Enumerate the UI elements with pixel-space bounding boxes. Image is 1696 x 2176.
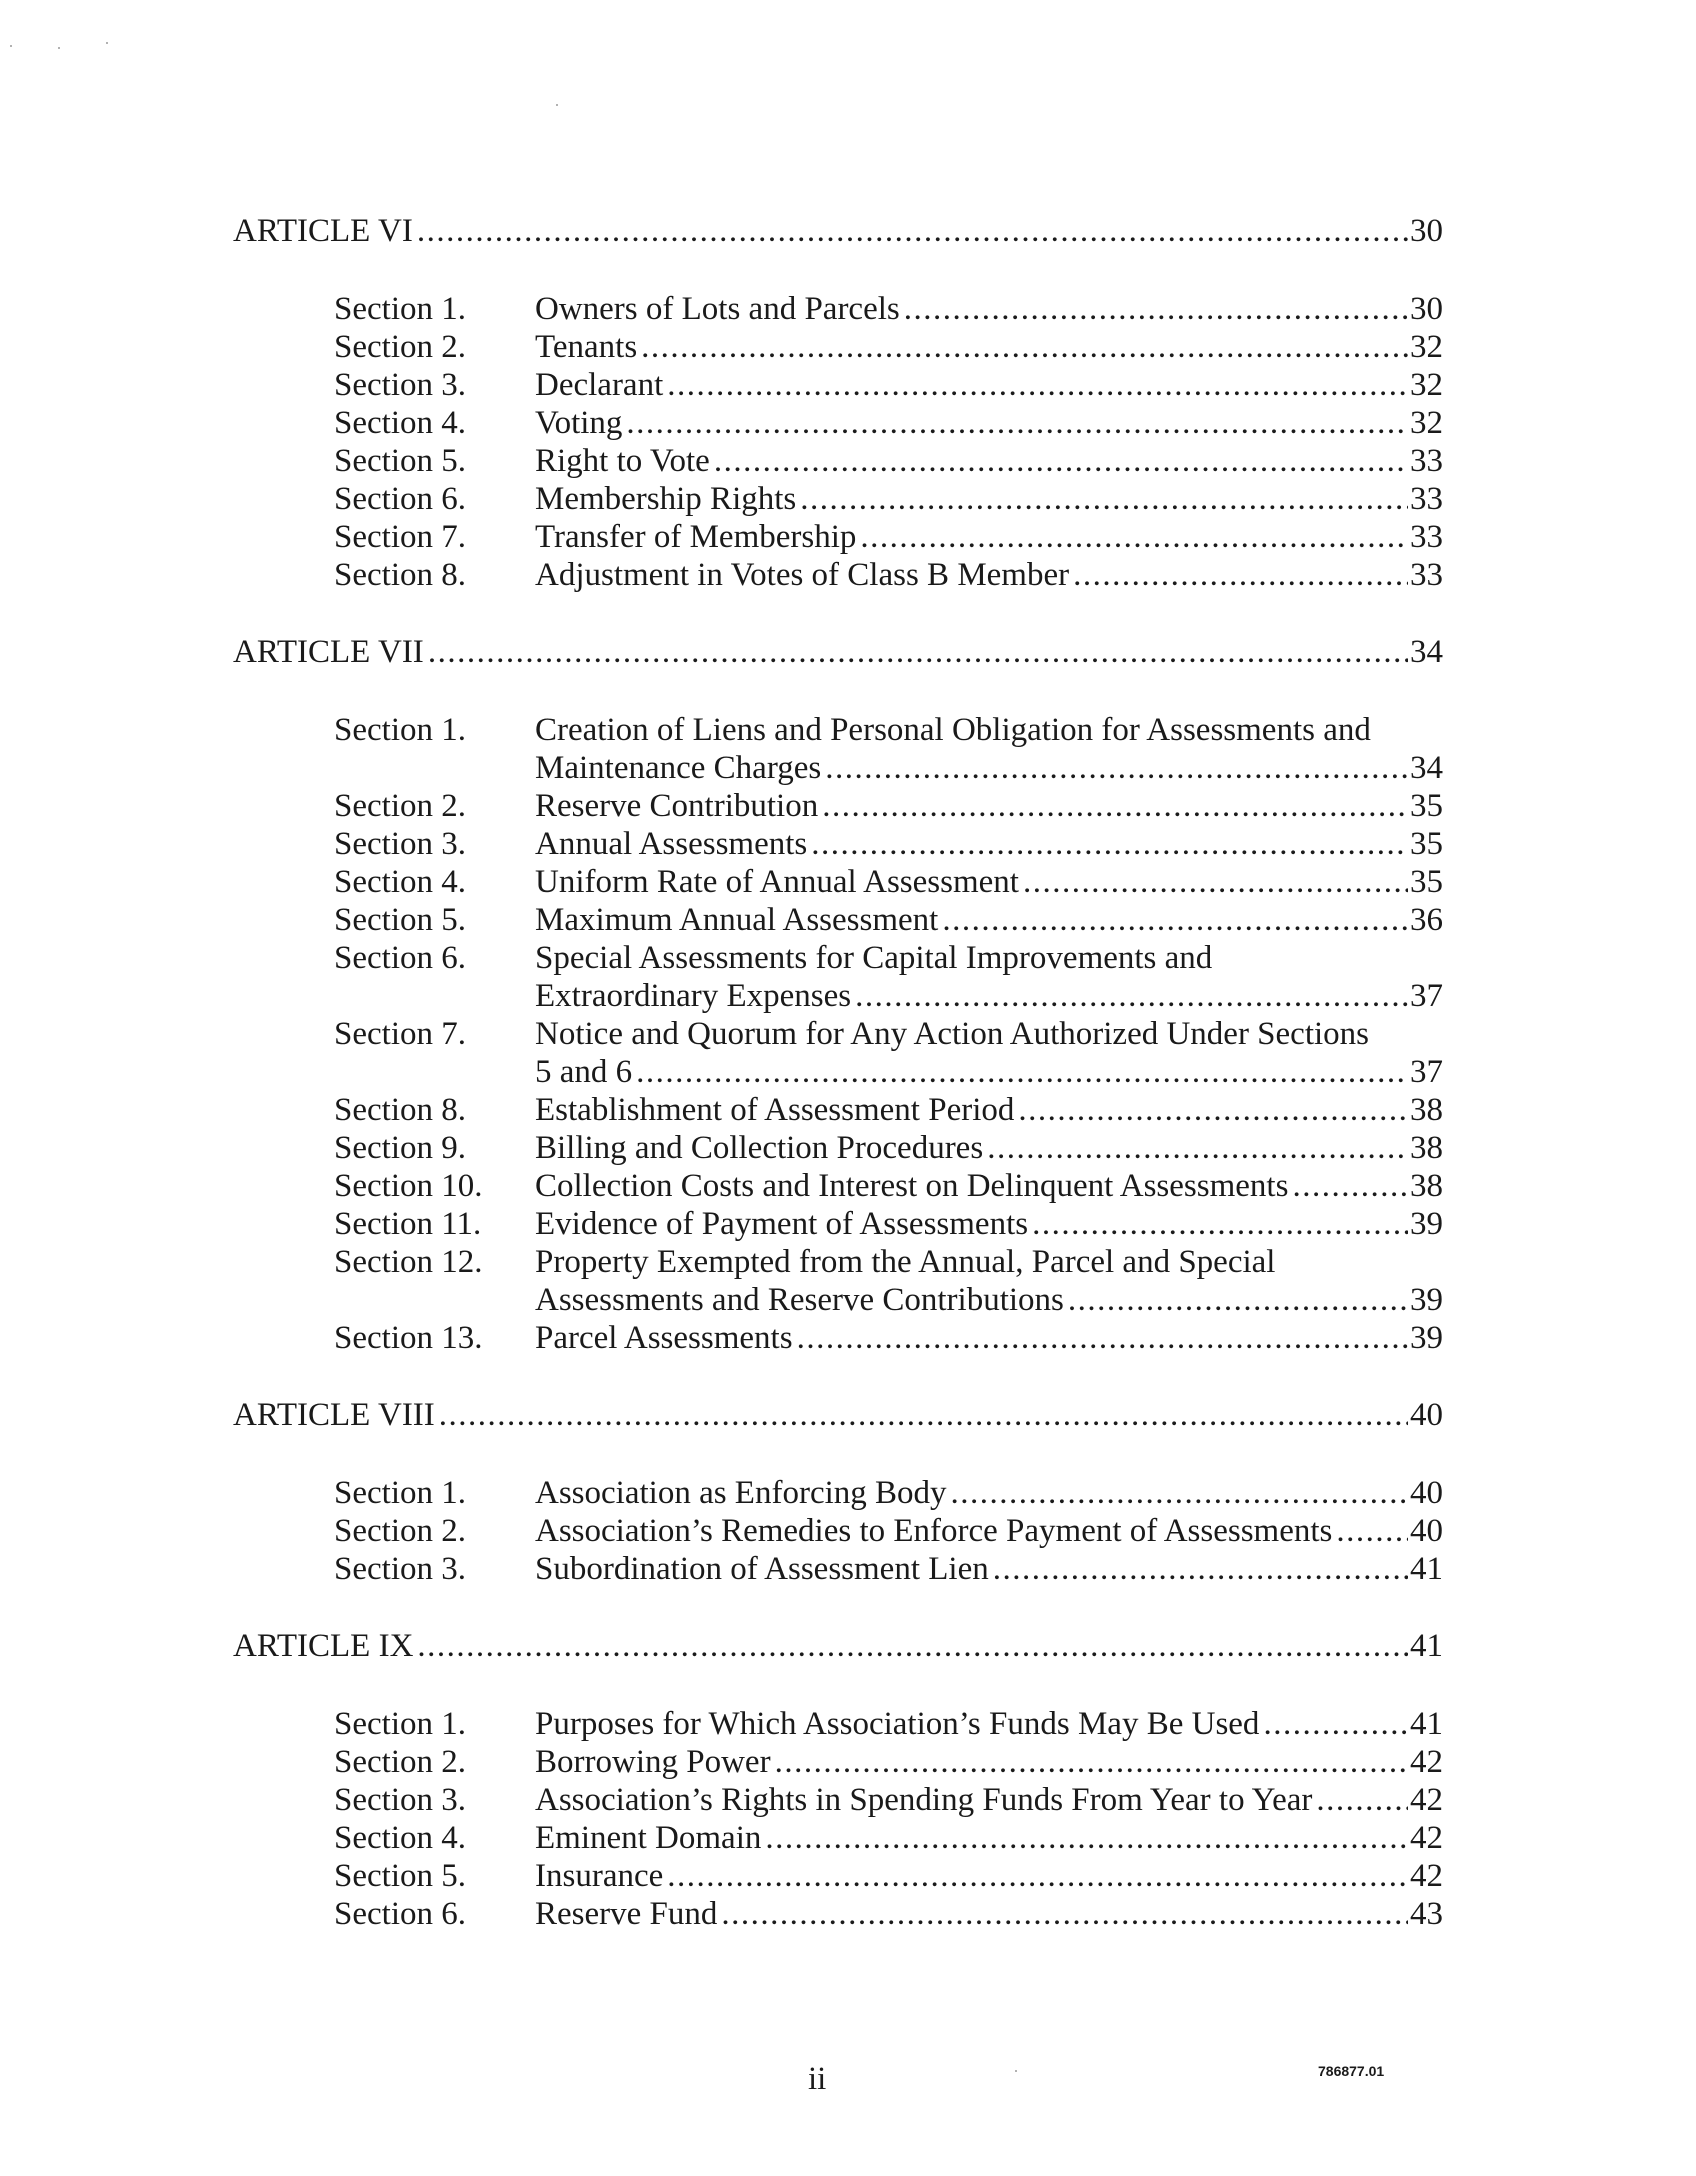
- section-number: Section 9.: [334, 1130, 466, 1166]
- article-heading-page: 34: [1410, 634, 1443, 670]
- dot-leader: [765, 1819, 1408, 1857]
- dot-leader: [626, 404, 1408, 442]
- section-entry-title: Association as Enforcing Body: [535, 1475, 947, 1511]
- dot-leader: [904, 290, 1408, 328]
- section-entry-page: 38: [1410, 1092, 1443, 1128]
- section-entry-page: 41: [1410, 1706, 1443, 1742]
- section-number: Section 2.: [334, 788, 466, 824]
- section-number: Section 1.: [334, 291, 466, 327]
- page-number: ii: [808, 2061, 827, 2097]
- scan-speck: [58, 47, 60, 49]
- section-entry-page: 42: [1410, 1820, 1443, 1856]
- section-entry-title: Evidence of Payment of Assessments: [535, 1206, 1029, 1242]
- section-entry-title: Parcel Assessments: [535, 1320, 793, 1356]
- section-entry: [535, 825, 1443, 863]
- section-entry: [535, 1550, 1443, 1588]
- section-number: Section 7.: [334, 1016, 466, 1052]
- section-entry-title: Reserve Fund: [535, 1896, 718, 1932]
- scan-speck: [1015, 2070, 1017, 2072]
- article-heading-title: ARTICLE VII: [233, 634, 424, 670]
- section-entry: [535, 366, 1443, 404]
- dot-leader: [641, 328, 1408, 366]
- section-entry-title: Reserve Contribution: [535, 788, 819, 824]
- section-entry: [535, 787, 1443, 825]
- section-entry-page: 39: [1410, 1282, 1443, 1318]
- section-entry: [535, 404, 1443, 442]
- section-entry: [535, 1319, 1443, 1357]
- section-entry: [535, 518, 1443, 556]
- section-number: Section 4.: [334, 1820, 466, 1856]
- section-entry: [535, 1781, 1443, 1819]
- section-entry-page: 38: [1410, 1130, 1443, 1166]
- section-entry-title: Extraordinary Expenses: [535, 978, 852, 1014]
- article-heading-page: 30: [1410, 213, 1443, 249]
- article-heading-title: ARTICLE IX: [233, 1628, 414, 1664]
- section-number: Section 8.: [334, 1092, 466, 1128]
- section-number: Section 3.: [334, 826, 466, 862]
- section-entry: [535, 901, 1443, 939]
- dot-leader: [417, 1627, 1408, 1665]
- section-entry-page: 32: [1410, 329, 1443, 365]
- section-number: Section 4.: [334, 405, 466, 441]
- section-entry-page: 36: [1410, 902, 1443, 938]
- section-entry: [535, 1167, 1443, 1205]
- section-title-line: Special Assessments for Capital Improvements and: [535, 940, 1213, 976]
- section-entry-page: 32: [1410, 367, 1443, 403]
- section-entry: [535, 977, 1443, 1015]
- section-entry-title: Subordination of Assessment Lien: [535, 1551, 989, 1587]
- section-entry: [535, 1857, 1443, 1895]
- section-entry-title: Uniform Rate of Annual Assessment: [535, 864, 1019, 900]
- section-entry-page: 42: [1410, 1744, 1443, 1780]
- section-entry-title: Billing and Collection Procedures: [535, 1130, 984, 1166]
- section-entry: [535, 1205, 1443, 1243]
- section-entry-page: 37: [1410, 1054, 1443, 1090]
- section-entry-page: 40: [1410, 1475, 1443, 1511]
- section-entry: [535, 1053, 1443, 1091]
- dot-leader: [1018, 1091, 1408, 1129]
- dot-leader: [825, 749, 1408, 787]
- section-entry-page: 37: [1410, 978, 1443, 1014]
- section-entry: [535, 1474, 1443, 1512]
- scan-speck: [556, 104, 558, 106]
- section-entry: [535, 1281, 1443, 1319]
- dot-leader: [636, 1053, 1408, 1091]
- dot-leader: [439, 1396, 1408, 1434]
- section-title-line: Property Exempted from the Annual, Parcel and Special: [535, 1244, 1276, 1280]
- section-entry-page: 42: [1410, 1782, 1443, 1818]
- article-heading: [233, 633, 1443, 671]
- dot-leader: [1263, 1705, 1408, 1743]
- section-entry-title: Borrowing Power: [535, 1744, 771, 1780]
- article-heading-page: 41: [1410, 1628, 1443, 1664]
- section-entry: [535, 290, 1443, 328]
- dot-leader: [855, 977, 1408, 1015]
- section-entry-title: Membership Rights: [535, 481, 797, 517]
- section-number: Section 3.: [334, 1782, 466, 1818]
- dot-leader: [1316, 1781, 1408, 1819]
- scan-speck: [10, 45, 12, 47]
- dot-leader: [822, 787, 1408, 825]
- section-entry-page: 33: [1410, 443, 1443, 479]
- section-number: Section 10.: [334, 1168, 483, 1204]
- section-entry: [535, 328, 1443, 366]
- dot-leader: [1336, 1512, 1408, 1550]
- section-entry: [535, 442, 1443, 480]
- section-number: Section 2.: [334, 329, 466, 365]
- section-entry-title: Voting: [535, 405, 623, 441]
- dot-leader: [667, 1857, 1408, 1895]
- section-entry-page: 33: [1410, 557, 1443, 593]
- section-entry-page: 33: [1410, 481, 1443, 517]
- section-entry: [535, 556, 1443, 594]
- section-entry-title: Maintenance Charges: [535, 750, 822, 786]
- section-entry-page: 38: [1410, 1168, 1443, 1204]
- section-entry-title: Adjustment in Votes of Class B Member: [535, 557, 1070, 593]
- section-number: Section 5.: [334, 1858, 466, 1894]
- dot-leader: [797, 1319, 1408, 1357]
- section-entry: [535, 1895, 1443, 1933]
- section-entry-page: 30: [1410, 291, 1443, 327]
- section-entry-page: 42: [1410, 1858, 1443, 1894]
- section-number: Section 6.: [334, 1896, 466, 1932]
- section-entry-page: 34: [1410, 750, 1443, 786]
- article-heading-title: ARTICLE VI: [233, 213, 413, 249]
- dot-leader: [721, 1895, 1408, 1933]
- section-entry-title: Establishment of Assessment Period: [535, 1092, 1015, 1128]
- section-entry-title: Transfer of Membership: [535, 519, 857, 555]
- article-heading: [233, 1396, 1443, 1434]
- dot-leader: [1068, 1281, 1408, 1319]
- scan-speck: [106, 42, 108, 44]
- dot-leader: [993, 1550, 1408, 1588]
- section-number: Section 12.: [334, 1244, 483, 1280]
- section-entry: [535, 863, 1443, 901]
- section-entry-page: 39: [1410, 1320, 1443, 1356]
- section-entry: [535, 1129, 1443, 1167]
- section-entry-title: Insurance: [535, 1858, 664, 1894]
- article-heading: [233, 1627, 1443, 1665]
- section-number: Section 1.: [334, 1706, 466, 1742]
- section-entry-title: Right to Vote: [535, 443, 710, 479]
- section-entry-page: 33: [1410, 519, 1443, 555]
- section-entry-title: Annual Assessments: [535, 826, 808, 862]
- section-number: Section 2.: [334, 1513, 466, 1549]
- section-number: Section 8.: [334, 557, 466, 593]
- dot-leader: [987, 1129, 1408, 1167]
- section-entry-title: Owners of Lots and Parcels: [535, 291, 900, 327]
- dot-leader: [417, 212, 1408, 250]
- section-entry: [535, 1705, 1443, 1743]
- section-entry-page: 32: [1410, 405, 1443, 441]
- section-number: Section 6.: [334, 940, 466, 976]
- dot-leader: [1292, 1167, 1408, 1205]
- dot-leader: [860, 518, 1408, 556]
- section-entry-page: 35: [1410, 864, 1443, 900]
- dot-leader: [775, 1743, 1408, 1781]
- section-number: Section 1.: [334, 1475, 466, 1511]
- section-entry: [535, 480, 1443, 518]
- dot-leader: [714, 442, 1408, 480]
- document-id: 786877.01: [1318, 2063, 1385, 2079]
- section-number: Section 4.: [334, 864, 466, 900]
- dot-leader: [1032, 1205, 1408, 1243]
- dot-leader: [1023, 863, 1408, 901]
- section-entry: [535, 749, 1443, 787]
- section-entry-page: 40: [1410, 1513, 1443, 1549]
- section-entry-title: Association’s Rights in Spending Funds From Year to Year: [535, 1782, 1313, 1818]
- section-number: Section 2.: [334, 1744, 466, 1780]
- section-number: Section 11.: [334, 1206, 482, 1242]
- section-number: Section 13.: [334, 1320, 483, 1356]
- article-heading: [233, 212, 1443, 250]
- section-entry-title: Tenants: [535, 329, 638, 365]
- article-heading-title: ARTICLE VIII: [233, 1397, 435, 1433]
- section-number: Section 5.: [334, 443, 466, 479]
- section-entry-title: Association’s Remedies to Enforce Payment of Assessments: [535, 1513, 1333, 1549]
- section-entry-title: Assessments and Reserve Contributions: [535, 1282, 1064, 1318]
- section-entry-title: Eminent Domain: [535, 1820, 762, 1856]
- dot-leader: [667, 366, 1408, 404]
- section-title-line: Creation of Liens and Personal Obligation for Assessments and: [535, 712, 1371, 748]
- section-entry-title: Maximum Annual Assessment: [535, 902, 939, 938]
- section-number: Section 3.: [334, 1551, 466, 1587]
- section-number: Section 1.: [334, 712, 466, 748]
- section-entry-page: 39: [1410, 1206, 1443, 1242]
- dot-leader: [428, 633, 1408, 671]
- section-entry: [535, 1819, 1443, 1857]
- dot-leader: [811, 825, 1408, 863]
- dot-leader: [942, 901, 1408, 939]
- section-entry-title: 5 and 6: [535, 1054, 633, 1090]
- section-entry: [535, 1743, 1443, 1781]
- section-entry-page: 35: [1410, 788, 1443, 824]
- dot-leader: [1073, 556, 1408, 594]
- section-number: Section 5.: [334, 902, 466, 938]
- section-entry-title: Collection Costs and Interest on Delinquent Assessments: [535, 1168, 1289, 1204]
- dot-leader: [951, 1474, 1408, 1512]
- article-heading-page: 40: [1410, 1397, 1443, 1433]
- section-entry: [535, 1512, 1443, 1550]
- section-entry-page: 35: [1410, 826, 1443, 862]
- section-entry: [535, 1091, 1443, 1129]
- section-entry-page: 43: [1410, 1896, 1443, 1932]
- section-number: Section 7.: [334, 519, 466, 555]
- section-number: Section 3.: [334, 367, 466, 403]
- section-entry-title: Declarant: [535, 367, 664, 403]
- section-number: Section 6.: [334, 481, 466, 517]
- section-entry-page: 41: [1410, 1551, 1443, 1587]
- section-title-line: Notice and Quorum for Any Action Authorized Under Sections: [535, 1016, 1370, 1052]
- dot-leader: [800, 480, 1408, 518]
- section-entry-title: Purposes for Which Association’s Funds May Be Used: [535, 1706, 1260, 1742]
